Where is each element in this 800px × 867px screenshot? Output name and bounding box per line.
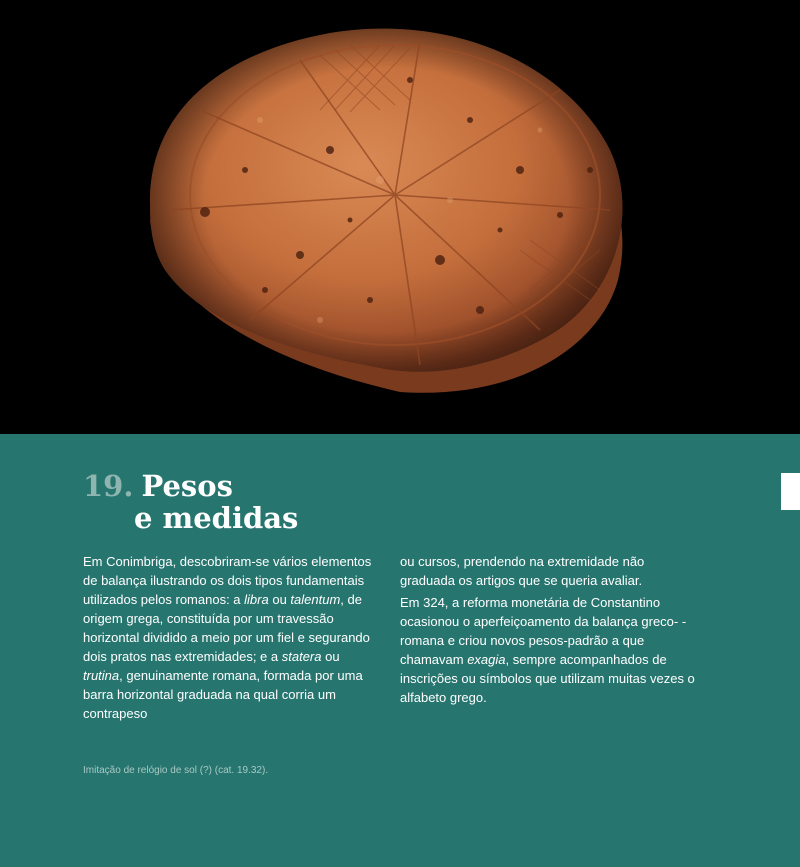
figure-caption: Imitação de relógio de sol (?) (cat. 19.32). [83, 765, 269, 776]
section-number: 19. [83, 469, 134, 503]
text-run: , sempre acompanhados de inscrições ou símbolos que utilizam muitas vezes o alfabeto grego. [400, 652, 695, 705]
text-run: Em 324, a reforma monetária de Constantino ocasionou o aperfeiçoamento da balança greco- -romana e criou novos pesos-padrão a que chamavam [400, 595, 687, 667]
section-heading [83, 470, 298, 534]
italic-term: libra [244, 592, 269, 607]
heading-line-2: e medidas [134, 501, 299, 535]
page-tab-marker [781, 473, 800, 510]
heading-line-1: Pesos [141, 469, 233, 503]
italic-term: exagia [467, 652, 506, 667]
italic-term: statera [281, 649, 322, 664]
body-column-right [400, 552, 700, 707]
text-run: Em Conimbriga, descobriram-se vários elementos de balança ilustrando os dois tipos fundamentais utilizados pelos romanos: a [83, 554, 372, 607]
body-paragraph-2 [400, 593, 700, 707]
text-run: , de origem grega, constituída por um travessão horizontal dividido a meio por um fiel e segurando dois pratos nas extremidades; e a [83, 592, 370, 664]
text-run: ou [321, 649, 340, 664]
italic-term: talentum [290, 592, 341, 607]
body-paragraph-1 [83, 552, 375, 723]
body-paragraph-1-continued: ou cursos, prendendo na extremidade não graduada os artigos que se queria avaliar. [400, 554, 645, 588]
text-run: , genuinamente romana, formada por uma barra horizontal graduada na qual corria um contrapeso [83, 668, 363, 721]
body-column-left [83, 552, 375, 723]
text-run: ou [268, 592, 291, 607]
italic-term: trutina [83, 668, 120, 683]
